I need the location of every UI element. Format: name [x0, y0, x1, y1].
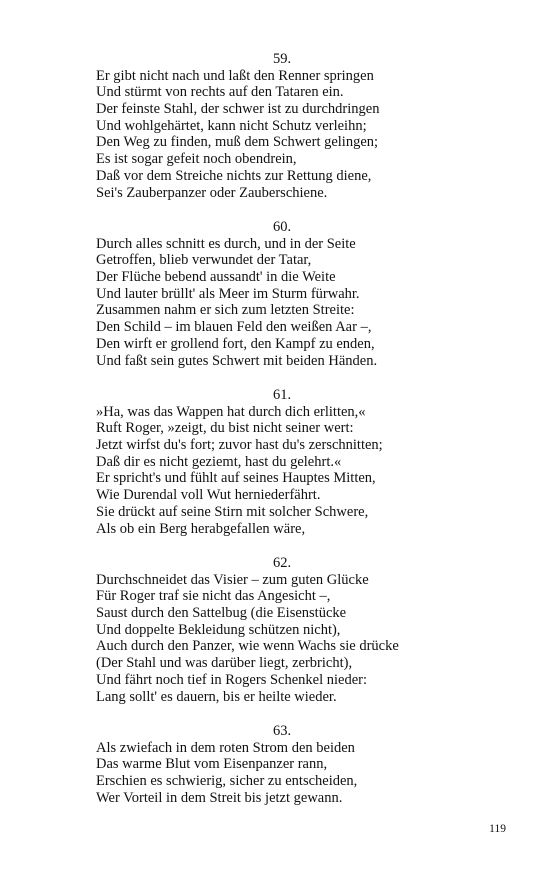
verse-line: Jetzt wirfst du's fort; zuvor hast du's zerschnitten;	[96, 437, 383, 454]
verse-line: Und doppelte Bekleidung schützen nicht),	[96, 621, 341, 638]
verse-line: Der Flüche bebend aussandt' in die Weite	[96, 269, 336, 286]
verse-line: Daß dir es nicht geziemt, hast du gelehrt.«	[96, 453, 342, 470]
verse-line: Für Roger traf sie nicht das Angesicht –,	[96, 588, 331, 605]
verse-line: Wie Durendal voll Wut herniederfährt.	[96, 487, 321, 504]
verse-line: Erschien es schwierig, sicher zu entscheiden,	[96, 773, 358, 790]
verse-line: Und faßt sein gutes Schwert mit beiden Händen.	[96, 352, 378, 369]
verse-line: Er spricht's und fühlt auf seines Hauptes Mitten,	[96, 470, 376, 487]
verse-line: Sie drückt auf seine Stirn mit solcher Schwere,	[96, 503, 369, 520]
stanza-number: 62.	[272, 555, 292, 571]
stanza-number: 63.	[272, 723, 292, 739]
verse-line: Getroffen, blieb verwundet der Tatar,	[96, 252, 312, 269]
stanza-number: 59.	[272, 51, 292, 67]
verse-line: Der feinste Stahl, der schwer ist zu durchdringen	[96, 101, 380, 118]
stanza-61	[96, 387, 516, 537]
verse-line: Durchschneidet das Visier – zum guten Glücke	[96, 571, 369, 588]
verse-line: Wer Vorteil in dem Streit bis jetzt gewann.	[96, 789, 343, 806]
verse-line: Als ob ein Berg herabgefallen wäre,	[96, 520, 306, 537]
verse-line: Und stürmt von rechts auf den Tataren ein.	[96, 84, 344, 101]
stanza-number: 60.	[272, 219, 292, 235]
verse-line: Und lauter brüllt' als Meer im Sturm fürwahr.	[96, 285, 360, 302]
verse-line: Den wirft er grollend fort, den Kampf zu enden,	[96, 335, 375, 352]
verse-line: Er gibt nicht nach und laßt den Renner springen	[96, 67, 374, 84]
verse-line: Das warme Blut vom Eisenpanzer rann,	[96, 756, 328, 773]
verse-line: Lang sollt' es dauern, bis er heilte wieder.	[96, 688, 337, 705]
verse-line: Als zwiefach in dem roten Strom den beiden	[96, 739, 355, 756]
page-number: 119	[489, 823, 506, 835]
verse-line: Daß vor dem Streiche nichts zur Rettung diene,	[96, 167, 372, 184]
verse-line: Und wohlgehärtet, kann nicht Schutz verleihn;	[96, 117, 367, 134]
verse-line: Den Schild – im blauen Feld den weißen Aar –,	[96, 319, 372, 336]
verse-line: (Der Stahl und was darüber liegt, zerbricht),	[96, 655, 353, 672]
verse-line: Durch alles schnitt es durch, und in der Seite	[96, 235, 356, 252]
verse-line: Auch durch den Panzer, wie wenn Wachs sie drücke	[96, 638, 399, 655]
verse-line: »Ha, was das Wappen hat durch dich erlitten,«	[96, 403, 366, 420]
stanza-60	[96, 219, 516, 369]
verse-line: Und fährt noch tief in Rogers Schenkel nieder:	[96, 671, 367, 688]
verse-line: Zusammen nahm er sich zum letzten Streite:	[96, 302, 355, 319]
verse-line: Saust durch den Sattelbug (die Eisenstücke	[96, 605, 347, 622]
stanza-63	[96, 723, 516, 806]
stanza-62	[96, 555, 516, 705]
verse-line: Ruft Roger, »zeigt, du bist nicht seiner wert:	[96, 420, 354, 437]
verse-line: Es ist sogar gefeit noch obendrein,	[96, 151, 297, 168]
stanza-59	[96, 51, 516, 201]
verse-line: Sei's Zauberpanzer oder Zauberschiene.	[96, 184, 328, 201]
verse-line: Den Weg zu finden, muß dem Schwert gelingen;	[96, 134, 379, 151]
stanza-number: 61.	[272, 387, 292, 403]
